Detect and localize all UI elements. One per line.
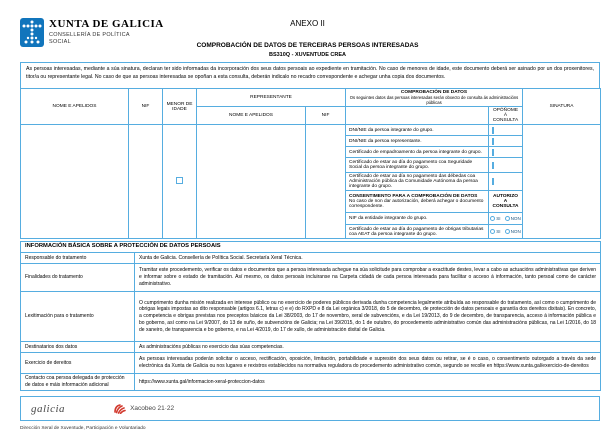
radio-non[interactable]: [505, 229, 521, 234]
consent-radio-cell: [489, 213, 523, 225]
oppose-checkbox-cell: [489, 147, 523, 158]
radio-icon[interactable]: [505, 229, 510, 234]
col-header-representante: REPRESENTANTE: [197, 89, 346, 107]
annex-label: ANEXO II: [290, 19, 325, 28]
radio-icon[interactable]: [505, 216, 510, 221]
data-check-table: [20, 88, 601, 239]
oppose-checkbox-cell: [489, 125, 523, 136]
col-header-rep-nome: NOME E APELIDOS: [197, 107, 306, 125]
check-row-label: DNI/NIE da persoa representante.: [346, 136, 489, 147]
privacy-row-label: Finalidades do tratamento: [21, 264, 135, 292]
radio-si[interactable]: [490, 216, 500, 221]
consent-row-label: NIF da entidade integrante do grupo.: [346, 213, 489, 225]
intro-paragraph: As persoas interesadas, mediante a súa sinatura, declaran ter sido informadas da incorporación dos seus datos persoais ao expediente en tramitación. No caso de menores de idade, este documento deberá ser asinado por un dos proxenitores, titor/a ou representante legal. No caso de que as persoas interesadas se opoñan a esta consulta, deberán indicalo no recadro correspondente e achegar unha copia dos documentos.: [20, 62, 600, 89]
main-form-box: [20, 62, 600, 239]
consent-desc: No caso de non dar autorización, deberá achegar o documento correspondente.: [349, 199, 484, 209]
logo-department: CONSELLERÍA DE POLÍTICA SOCIAL: [49, 32, 130, 45]
col-header-opono: OPÓÑOME Á CONSULTA: [489, 107, 523, 125]
logo-title: XUNTA DE GALICIA: [49, 18, 164, 30]
col-header-nif: NIF: [129, 89, 163, 125]
oppose-checkbox-cell: [489, 136, 523, 147]
privacy-row-label: Lexitimación para o tratamento: [21, 292, 135, 342]
privacy-title: INFORMACIÓN BÁSICA SOBRE A PROTECCIÓN DE DATOS PERSOAIS: [21, 242, 601, 253]
form-code: BS310Q - XUVENTUDE CREA: [268, 52, 347, 58]
privacy-row-label: Destinatarios dos datos: [21, 342, 135, 353]
consent-row-label: Certificado de estar ao día do pagamento de obrigas tributarias coa AEAT da persoa integrante do grupo.: [346, 225, 489, 239]
xacobeo-logo: [113, 403, 174, 414]
comprobacion-spacer: [346, 107, 489, 125]
comprobacion-title: COMPROBACIÓN DE DATOS: [400, 90, 468, 95]
footer-department: Dirección Xeral de Xuventude, Participación e Voluntariado: [20, 426, 146, 431]
privacy-row-label: Responsable do tratamento: [21, 253, 135, 264]
xacobeo-label: Xacobeo 21·22: [130, 405, 175, 412]
col-header-sinatura: SINATURA: [523, 89, 601, 125]
oppose-checkbox[interactable]: [492, 138, 494, 145]
consent-header-cell: [346, 191, 489, 213]
privacy-row-value: As administracións públicas no exercicio das súas competencias.: [135, 342, 601, 353]
col-header-nome: NOME E APELIDOS: [21, 89, 129, 125]
radio-non-label: NON: [510, 216, 521, 221]
rep-nome-input-cell[interactable]: [197, 125, 306, 239]
privacy-row-value: O cumprimento dunha misión realizada en interese público ou no exercicio de poderes públicos derivada dunha competencia legalmente atribuída ao responsable do tratamento, así como o cumprimento de obrigas legais impostas ao dito responsable (artigos 6.1, letras c) e e) do RXPD e 8 da Lei orgánica 3/2018, do 5 de decembro, de protección de datos persoais e garantía dos dereitos dixitais). En concreto, a competencia e obrigas previstas nos preceptos básicos da Lei 38/2003, do 17 de novembro, xeral de subvencións, e da Lei 19/2013, do 9 de decembro, de transparencia, acceso á información pública e bo goberno, así como na Lei 9/2007, do 13 de xuño, de subvencións de Galicia; na Lei 39/2015, do 1 de outubro, do procedemento administrativo común das administracións públicas, na Lei 1/2016, do 18 de xaneiro, de transparencia e bo goberno, e na Lei 4/2019, do 17 de xullo, de administración dixital de Galicia.: [135, 292, 601, 342]
radio-icon[interactable]: [490, 216, 495, 221]
check-row-label: Certificado de empadroamento da persoa integrante do grupo.: [346, 147, 489, 158]
privacy-row-value: As persoas interesadas poderán solicitar o acceso, rectificación, oposición, limitación, portabilidade e supresión dos seus datos ou retirar, se é o caso, o consentimento outorgado a través da sede electrónica da Xunta de Galicia ou nos lugares e rexistros establecidos na normativa reguladora do procedemento administrativo común, segundo se recolle en https://www.xunta.gal/exercicio-de-dereitos: [135, 353, 601, 374]
privacy-row-label: Contacto coa persoa delegada de protección de datos e máis información adicional: [21, 374, 135, 391]
oppose-checkbox[interactable]: [492, 178, 494, 185]
check-row-label: Certificado de estar ao día do pagamento coa Seguridade Social da persoa integrante do grupo.: [346, 158, 489, 173]
privacy-row-label: Exercicio de dereitos: [21, 353, 135, 374]
authorize-header-cell: AUTORIZO A CONSULTA: [489, 191, 523, 213]
col-header-rep-nif: NIF: [306, 107, 346, 125]
check-row-label: DNI/NIE da persoa integrante do grupo.: [346, 125, 489, 136]
oppose-checkbox-cell: [489, 173, 523, 191]
privacy-info-table: [20, 241, 601, 391]
xacobeo-shell-icon: [113, 403, 127, 414]
menor-idade-checkbox[interactable]: [176, 177, 183, 184]
comprobacion-desc: Os seguintes datos das persoas interesadas serán obxecto de consulta ás administracións públicas: [349, 95, 519, 105]
footer-logo-box: [20, 396, 600, 421]
rep-nif-input-cell[interactable]: [306, 125, 346, 239]
radio-non-label: NON: [510, 229, 521, 234]
page-title: COMPROBACIÓN DE DATOS DE TERCEIRAS PERSOAS INTERESADAS: [196, 42, 419, 49]
oppose-checkbox[interactable]: [492, 162, 494, 169]
radio-non[interactable]: [505, 216, 521, 221]
col-header-menor: MENOR DE IDADE: [163, 89, 197, 125]
privacy-row-value: https://www.xunta.gal/informacion-xeral-proteccion-datos: [135, 374, 601, 391]
oppose-checkbox[interactable]: [492, 149, 494, 156]
oppose-checkbox-cell: [489, 158, 523, 173]
radio-icon[interactable]: [490, 229, 495, 234]
radio-si-label: SI: [496, 229, 501, 234]
radio-si-label: SI: [496, 216, 501, 221]
nome-input-cell[interactable]: [21, 125, 129, 239]
galicia-logo: galicia: [31, 402, 66, 415]
oppose-checkbox[interactable]: [492, 127, 494, 134]
consent-radio-cell: [489, 225, 523, 239]
col-header-comprobacion: [346, 89, 523, 107]
sinatura-cell[interactable]: [523, 125, 601, 239]
menor-idade-cell: [163, 125, 197, 239]
nif-input-cell[interactable]: [129, 125, 163, 239]
privacy-row-value: Tramitar este procedemento, verificar os datos e documentos que a persoa interesada achegue na súa solicitude para comprobar a exactitude destes, levar a cabo as actuacións administrativas que deriven e informar sobre o estado de tramitación. Así mesmo, os datos persoais incluiranse na Carpeta cidadá de cada persoa interesada para facilitar o acceso á información, tanto persoal como de carácter administrativo.: [135, 264, 601, 292]
privacy-row-value: Xunta de Galicia. Consellería de Política Social. Secretaría Xeral Técnica.: [135, 253, 601, 264]
radio-si[interactable]: [490, 229, 500, 234]
check-row-label: Certificado de estar ao día no pagamento das débedas coa Administración pública da Comunidade Autónoma da persoa integrante do grupo.: [346, 173, 489, 191]
consent-title: CONSENTIMENTO PARA A COMPROBACIÓN DE DATOS: [349, 194, 478, 199]
